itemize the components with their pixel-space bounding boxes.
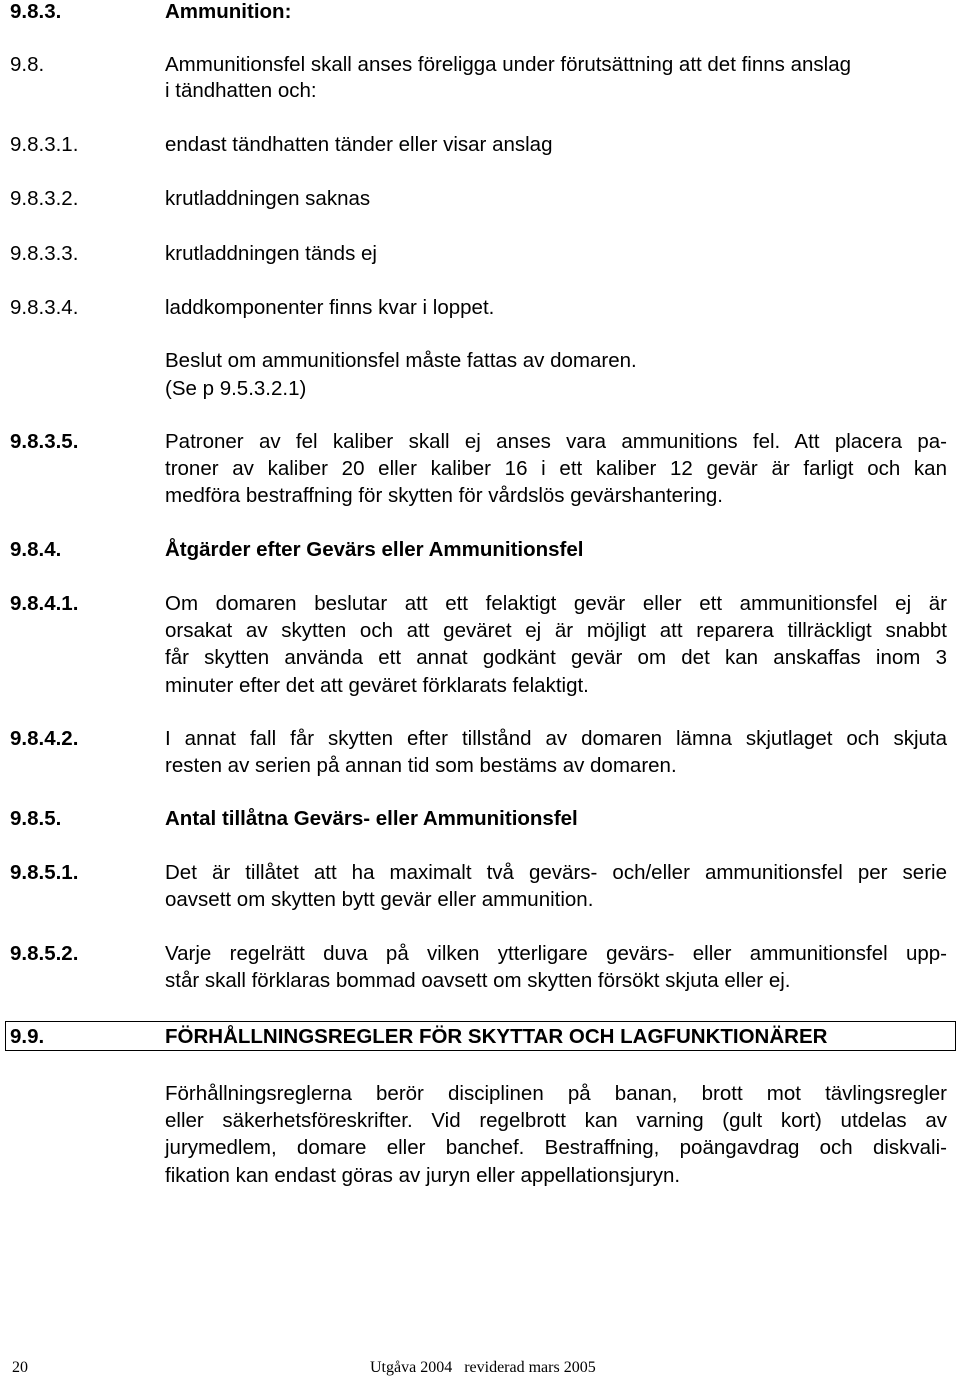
paragraph-line: resten av serien på annan tid som bestäms av domaren. — [165, 754, 677, 778]
section-number: 9.8.4.2. — [10, 727, 79, 750]
paragraph-line: Beslut om ammunitionsfel måste fattas av domaren. — [165, 349, 637, 372]
paragraph-line: krutladdningen saknas — [165, 187, 371, 210]
paragraph-line: troner av kaliber 20 eller kaliber 16 i ett kaliber 12 gevär är farligt och kan — [165, 457, 947, 481]
section-heading: Antal tillåtna Gevärs- eller Ammunitionsfel — [165, 807, 578, 830]
paragraph-line: får skytten använda ett annat godkänt gevär om det kan anskaffas inom 3 — [165, 646, 947, 670]
paragraph-line: Patroner av fel kaliber skall ej anses vara ammunitions fel. Att placera pa- — [165, 430, 947, 453]
section-number: 9.8.3.3. — [10, 242, 79, 265]
section-number: 9.8.3.1. — [10, 133, 79, 156]
section-number: 9.8.3.2. — [10, 187, 79, 210]
paragraph-line: endast tändhatten tänder eller visar anslag — [165, 133, 553, 156]
paragraph-line: Om domaren beslutar att ett felaktigt gevär eller ett ammunitionsfel ej är — [165, 592, 947, 615]
paragraph-line: minuter efter det att geväret förklarats felaktigt. — [165, 673, 589, 697]
section-number: 9.8.5.2. — [10, 942, 79, 965]
paragraph — [165, 859, 947, 913]
section-number: 9.9. — [10, 1025, 45, 1048]
paragraph-line: oavsett om skytten bytt gevär eller ammunition. — [165, 888, 594, 912]
section-heading: FÖRHÅLLNINGSREGLER FÖR SKYTTAR OCH LAGFUNKTIONÄRER — [165, 1025, 828, 1048]
edition-note: Utgåva 2004 reviderad mars 2005 — [370, 1359, 596, 1376]
page-number: 20 — [12, 1359, 28, 1376]
paragraph-line: Det är tillåtet att ha maximalt två gevärs- och/eller ammunitionsfel per serie — [165, 861, 947, 884]
paragraph-line: Varje regelrätt duva på vilken ytterligare gevärs- eller ammunitionsfel upp- — [165, 942, 947, 965]
paragraph-line: (Se p 9.5.3.2.1) — [165, 377, 307, 400]
section-number: 9.8.3.4. — [10, 296, 79, 319]
section-number: 9.8.3.5. — [10, 430, 79, 453]
paragraph — [165, 590, 947, 699]
paragraph-line: Ammunitionsfel skall anses föreligga under förutsättning att det finns anslag — [165, 53, 851, 76]
paragraph-line: laddkomponenter finns kvar i loppet. — [165, 296, 495, 319]
paragraph-line: krutladdningen tänds ej — [165, 242, 377, 265]
paragraph-line: Förhållningsreglerna berör disciplinen på banan, brott mot tävlingsregler — [165, 1082, 947, 1105]
section-number: 9.8.3. — [10, 0, 62, 23]
section-number: 9.8.4. — [10, 538, 62, 561]
paragraph-line: i tändhatten och: — [165, 79, 317, 102]
section-number: 9.8. — [10, 53, 45, 76]
section-number: 9.8.5.1. — [10, 861, 79, 884]
section-number: 9.8.4.1. — [10, 592, 79, 615]
paragraph-line: står skall förklaras bommad oavsett om skytten försökt skjuta eller ej. — [165, 969, 791, 993]
section-heading: Åtgärder efter Gevärs eller Ammunitionsfel — [165, 538, 584, 561]
paragraph — [165, 428, 947, 510]
section-heading: Ammunition: — [165, 0, 292, 23]
paragraph — [165, 940, 947, 994]
paragraph-line: fikation kan endast göras av juryn eller appellationsjuryn. — [165, 1163, 681, 1187]
paragraph-line: eller säkerhetsföreskrifter. Vid regelbrott kan varning (gult kort) utdelas av — [165, 1109, 947, 1133]
paragraph-line: orsakat av skytten och att geväret ej är möjligt att reparera tillräckligt snabbt — [165, 619, 947, 643]
paragraph — [165, 725, 947, 779]
paragraph-line: I annat fall får skytten efter tillstånd av domaren lämna skjutlaget och skjuta — [165, 727, 947, 750]
paragraph — [165, 1080, 947, 1189]
section-number: 9.8.5. — [10, 807, 62, 830]
paragraph-line: jurymedlem, domare eller banchef. Bestraffning, poängavdrag och diskvali- — [165, 1136, 947, 1160]
paragraph-line: medföra bestraffning för skytten för vårdslös gevärshantering. — [165, 484, 723, 508]
